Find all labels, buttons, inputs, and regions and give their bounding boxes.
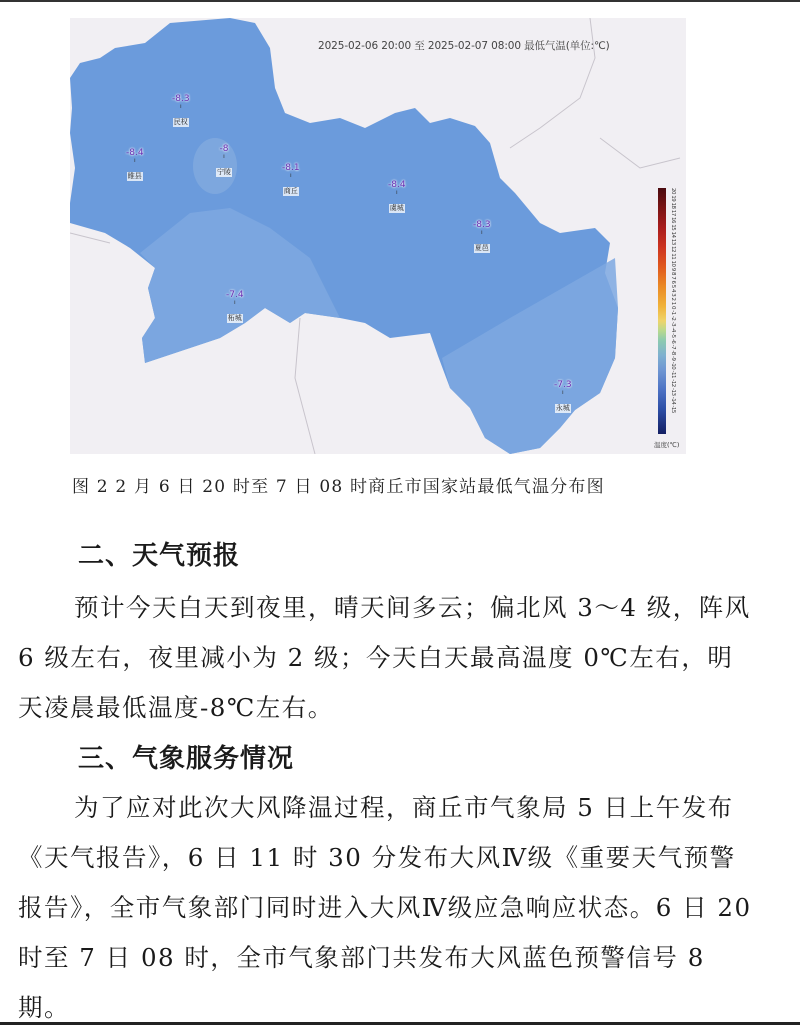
station-marker: ı: [133, 157, 136, 164]
station-marker: ı: [289, 172, 292, 179]
station-value: -8.3: [473, 220, 491, 230]
legend-label: 温度(℃): [654, 441, 680, 449]
map-title: 2025-02-06 20:00 至 2025-02-07 08:00 最低气温(单位:℃): [318, 40, 610, 52]
legend-ticks: 20 19 18 17 16 15 14 13 12 11 10 9 8 7 6 5 4 3 2 1 0 -1 -2 -3 -4 -5 -6 -7 -8 -9 -10 -11 -12 -13 -14 -15: [670, 188, 676, 413]
section-heading-forecast: 二、天气预报: [78, 541, 241, 571]
station-marker: ı: [179, 103, 182, 110]
station-yongcheng: [554, 380, 572, 414]
station-name: 虞城: [389, 204, 404, 212]
station-xiayi: [473, 220, 491, 254]
color-legend: [658, 188, 676, 434]
top-border: [0, 0, 800, 2]
station-value: -8.3: [172, 94, 190, 104]
station-marker: ı: [480, 229, 483, 236]
station-ningling: [216, 144, 232, 178]
section-paragraph-forecast: 预计今天白天到夜里，晴天间多云；偏北风 3～4 级，阵风 6 级左右，夜里减小为 2 级；今天白天最高温度 0℃左右，明天凌晨最低温度-8℃左右。: [18, 593, 751, 722]
station-marker: ı: [395, 189, 398, 196]
station-value: -7.3: [554, 380, 572, 390]
station-suixian: [126, 148, 144, 182]
station-zhecheng: [226, 290, 244, 324]
station-marker: ı: [233, 299, 236, 306]
station-shangqiu: [282, 163, 300, 197]
map-shapes: [70, 18, 686, 454]
section-paragraph-services: 为了应对此次大风降温过程，商丘市气象局 5 日上午发布《天气报告》，6 日 11 时 30 分发布大风Ⅳ级《重要天气预警报告》，全市气象部门同时进入大风Ⅳ级应急响应状态。6 日 20 时至 7 日 08 时，全市气象部门共发布大风蓝色预警信号 8 期。: [18, 793, 752, 1022]
station-value: -7.4: [226, 290, 244, 300]
station-value: -8.4: [388, 180, 406, 190]
station-name: 商丘: [283, 187, 298, 195]
station-name: 宁陵: [217, 168, 231, 176]
station-name: 柘城: [227, 314, 242, 322]
station-value: -8.1: [282, 163, 300, 173]
temperature-map: [70, 18, 686, 454]
legend-colorbar: [658, 188, 666, 434]
station-value: -8: [219, 144, 229, 154]
section-heading-services: 三、气象服务情况: [78, 744, 295, 774]
station-name: 永城: [555, 404, 570, 412]
station-name: 睢县: [127, 172, 142, 180]
station-value: -8.4: [126, 148, 144, 158]
station-name: 夏邑: [474, 244, 489, 252]
station-marker: ı: [561, 389, 564, 396]
station-marker: ı: [223, 153, 225, 160]
station-yucheng: [388, 180, 406, 214]
figure-caption: 图 2 2 月 6 日 20 时至 7 日 08 时商丘市国家站最低气温分布图: [72, 477, 605, 497]
station-name: 民权: [173, 118, 188, 126]
station-minquan: [172, 94, 190, 128]
